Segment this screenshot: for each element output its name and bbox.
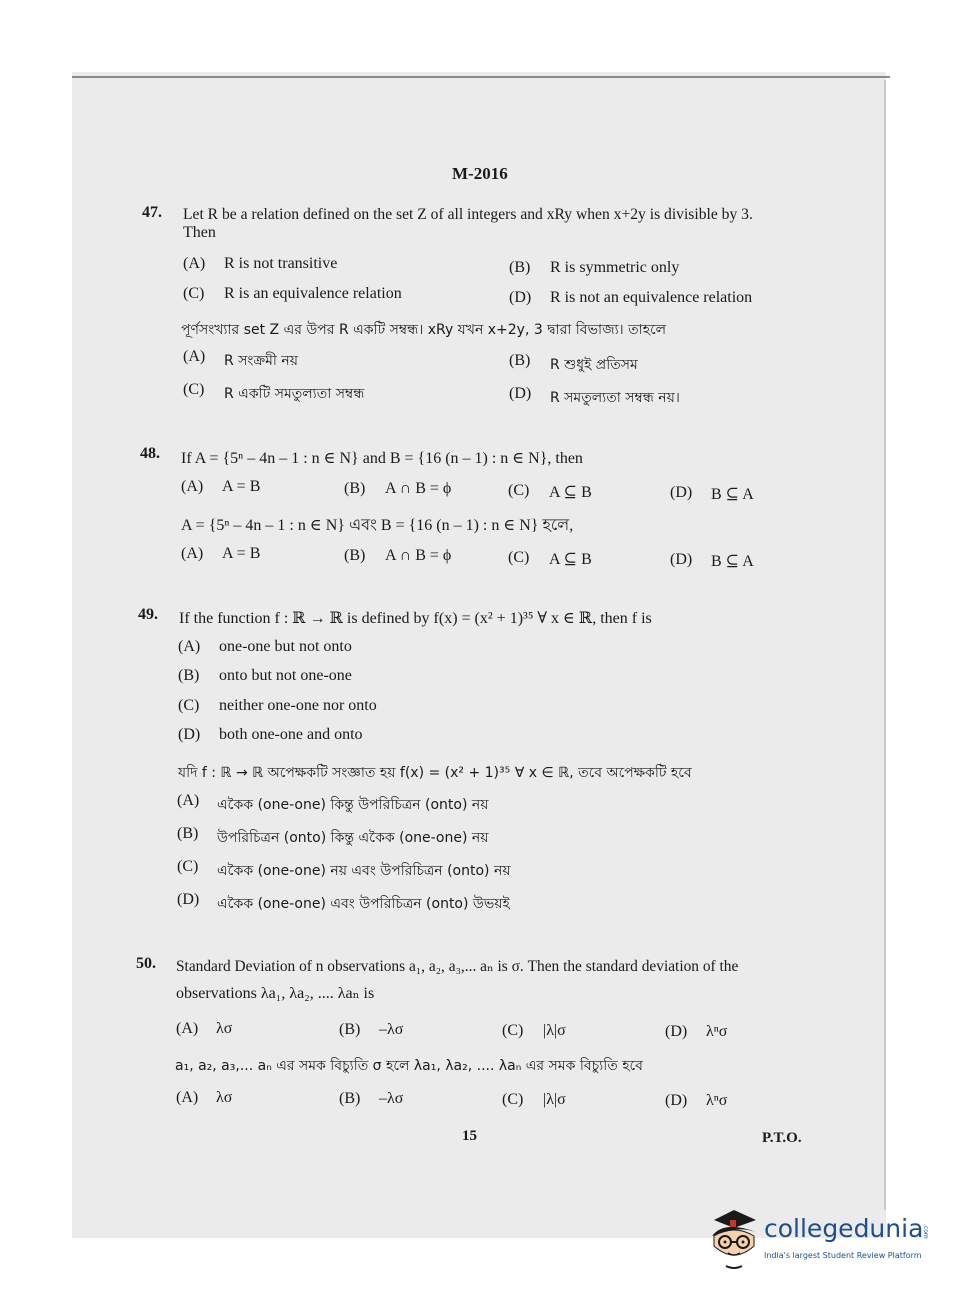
logo-wordmark: collegedunia (764, 1214, 924, 1243)
option-label: (C) (183, 381, 205, 398)
option-label: (C) (508, 482, 530, 499)
question-text-en-cont: observations λa₁, λa₂, .... λaₙ is (176, 985, 375, 1002)
question-text-en: Let R be a relation defined on the set Z of all integers and xRy when x+2y is divisible by 3. (183, 206, 753, 223)
option-label: (D) (509, 385, 532, 402)
option-text: –λσ (379, 1021, 404, 1038)
pto-label: P.T.O. (762, 1130, 802, 1146)
option-label: (A) (176, 1020, 199, 1037)
mascot-icon (704, 1206, 764, 1276)
question-text-bn: a₁, a₂, a₃,... aₙ এর সমক বিচ্যুতি σ হলে λa₁, λa₂, .... λaₙ এর সমক বিচ্যুতি হবে (175, 1058, 643, 1074)
logo-tagline: India's largest Student Review Platform (764, 1251, 922, 1260)
option-text: A ⊆ B (549, 484, 592, 501)
option-label: (B) (339, 1090, 361, 1107)
option-label: (D) (670, 484, 693, 501)
option-text: A = B (222, 545, 261, 562)
option-label: (B) (178, 667, 200, 684)
option-label: (B) (344, 480, 366, 497)
question-text-en: Standard Deviation of n observations a₁, a₂, a₃,... aₙ is σ. Then the standard deviation of the (176, 958, 739, 975)
option-label: (C) (177, 858, 199, 875)
option-label: (D) (178, 726, 201, 743)
option-text: একৈক (one-one) কিন্তু উপরিচিত্রন (onto) নয় (217, 797, 489, 813)
option-text: λσ (216, 1020, 233, 1037)
option-label: (D) (670, 551, 693, 568)
option-label: (B) (509, 352, 531, 369)
option-label: (C) (508, 549, 530, 566)
logo-domain-suffix: .com (922, 1224, 929, 1239)
option-label: (A) (181, 478, 204, 495)
option-text: B ⊆ A (711, 553, 754, 570)
option-text: R সংক্রমী নয় (224, 353, 298, 369)
question-number: 47. (142, 204, 162, 221)
option-text: –λσ (379, 1090, 404, 1107)
option-text: A ∩ B = ϕ (385, 480, 452, 497)
question-number: 50. (136, 955, 156, 972)
option-label: (D) (177, 891, 200, 908)
option-label: (C) (502, 1022, 524, 1039)
option-text: R is not transitive (224, 255, 338, 272)
option-text: R is not an equivalence relation (550, 289, 753, 306)
option-text: A = B (222, 478, 261, 495)
option-text: R is symmetric only (550, 259, 680, 276)
option-label: (B) (177, 825, 199, 842)
option-label: (B) (344, 547, 366, 564)
option-label: (C) (502, 1091, 524, 1108)
option-text: R is an equivalence relation (224, 285, 402, 302)
option-text: একৈক (one-one) নয় এবং উপরিচিত্রন (onto) নয় (217, 863, 511, 879)
page-number: 15 (462, 1128, 477, 1144)
option-label: (A) (183, 348, 206, 365)
scan-top-edge (72, 76, 890, 78)
option-label: (D) (665, 1023, 688, 1040)
option-text: A ∩ B = ϕ (385, 547, 452, 564)
option-label: (A) (183, 255, 206, 272)
option-text: |λ|σ (543, 1091, 566, 1108)
question-text-bn: A = {5ⁿ – 4n – 1 : n ∈ N} এবং B = {16 (n – 1) : n ∈ N} হলে, (181, 517, 574, 534)
option-text: B ⊆ A (711, 486, 754, 503)
paper-code: M-2016 (452, 164, 508, 183)
question-text-bn: যদি f : ℝ → ℝ অপেক্ষকটি সংজ্ঞাত হয় f(x) = (x² + 1)³⁵ ∀ x ∈ ℝ, তবে অপেক্ষকটি হবে (178, 765, 692, 781)
option-label: (A) (178, 638, 201, 655)
option-text: A ⊆ B (549, 551, 592, 568)
option-label: (D) (509, 289, 532, 306)
option-label: (A) (177, 792, 200, 809)
option-label: (A) (181, 545, 204, 562)
option-text: |λ|σ (543, 1022, 566, 1039)
option-text: onto but not one-one (219, 667, 352, 684)
option-text: one-one but not onto (219, 638, 352, 655)
option-text: neither one-one nor onto (219, 697, 377, 714)
option-label: (B) (509, 259, 531, 276)
option-label: (B) (339, 1021, 361, 1038)
option-label: (C) (178, 697, 200, 714)
question-text-en: If the function f : ℝ → ℝ is defined by f(x) = (x² + 1)³⁵ ∀ x ∈ ℝ, then f is (179, 610, 652, 627)
option-label: (A) (176, 1089, 199, 1106)
option-text: λⁿσ (706, 1092, 728, 1109)
option-text: R শুধুই প্রতিসম (550, 357, 638, 373)
option-label: (D) (665, 1092, 688, 1109)
question-text-en-cont: Then (183, 224, 216, 241)
question-number: 48. (140, 445, 160, 462)
scan-right-edge (884, 80, 886, 1210)
option-text: λⁿσ (706, 1023, 728, 1040)
collegedunia-logo (704, 1206, 934, 1276)
option-text: R একটি সমতুল্যতা সম্বন্ধ (224, 386, 365, 402)
option-text: λσ (216, 1089, 233, 1106)
option-text: একৈক (one-one) এবং উপরিচিত্রন (onto) উভয়ই (217, 896, 510, 912)
question-text-en: If A = {5ⁿ – 4n – 1 : n ∈ N} and B = {16 (n – 1) : n ∈ N}, then (181, 450, 583, 467)
option-text: both one-one and onto (219, 726, 363, 743)
question-number: 49. (138, 606, 158, 623)
option-text: উপরিচিত্রন (onto) কিন্তু একৈক (one-one) নয় (217, 830, 489, 846)
option-text: R সমতুল্যতা সম্বন্ধ নয়। (550, 390, 680, 406)
option-label: (C) (183, 285, 205, 302)
question-text-bn: পূর্ণসংখ্যার set Z এর উপর R একটি সম্বন্ধ। xRy যখন x+2y, 3 দ্বারা বিভাজ্য। তাহলে (181, 322, 667, 338)
